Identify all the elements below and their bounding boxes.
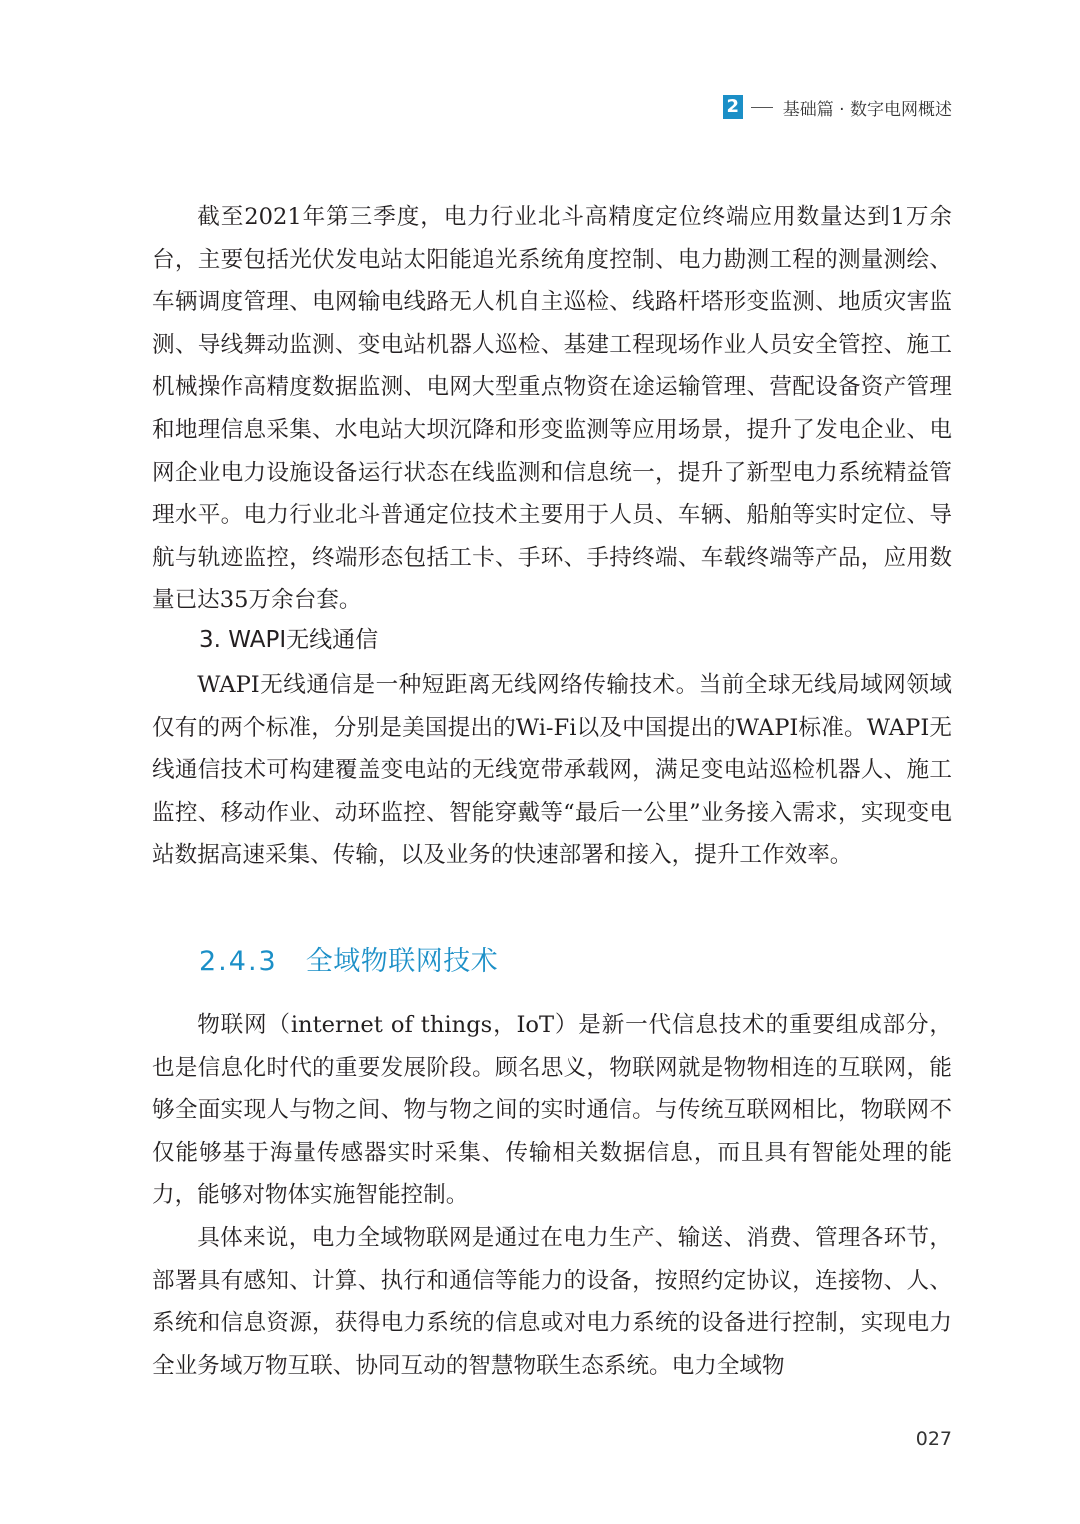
- page-number: 027: [915, 1428, 952, 1450]
- paragraph-iot-detail: 具体来说，电力全域物联网是通过在电力生产、输送、消费、管理各环节，部署具有感知、计算、执行和通信等能力的设备，按照约定协议，连接物、人、系统和信息资源，获得电力系统的信息或对电力系统的设备进行控制，实现电力全业务域万物互联、协同互动的智慧物联生态系统。电力全域物: [152, 1224, 952, 1379]
- iot-text-block: [152, 1004, 952, 1387]
- paragraph-beidou: 截至2021年第三季度，电力行业北斗高精度定位终端应用数量达到1万余台，主要包括光伏发电站太阳能追光系统角度控制、电力勘测工程的测量测绘、车辆调度管理、电网输电线路无人机自主巡检、线路杆塔形变监测、地质灾害监测、导线舞动监测、变电站机器人巡检、基建工程现场作业人员安全管控、施工机械操作高精度数据监测、电网大型重点物资在途运输管理、营配设备资产管理和地理信息采集、水电站大坝沉降和形变监测等应用场景，提升了发电企业、电网企业电力设施设备运行状态在线监测和信息统一，提升了新型电力系统精益管理水平。电力行业北斗普通定位技术主要用于人员、车辆、船舶等实时定位、导航与轨迹监控，终端形态包括工卡、手环、手持终端、车载终端等产品，应用数量已达35万余台套。: [152, 204, 952, 614]
- section-number: 2.4.3: [199, 946, 278, 977]
- beidou-text-block: [152, 196, 952, 622]
- subsection-heading-wapi: 3. WAPI无线通信: [199, 627, 379, 653]
- paragraph-iot-intro: 物联网（internet of things，IoT）是新一代信息技术的重要组成部分，也是信息化时代的重要发展阶段。顾名思义，物联网就是物物相连的互联网，能够全面实现人与物之间、物与物之间的实时通信。与传统互联网相比，物联网不仅能够基于海量传感器实时采集、传输相关数据信息，而且具有智能处理的能力，能够对物体实施智能控制。: [152, 1012, 952, 1209]
- section-title: 全域物联网技术: [305, 946, 499, 977]
- running-title: 基础篇 · 数字电网概述: [782, 99, 952, 120]
- paragraph-wapi: WAPI无线通信是一种短距离无线网络传输技术。当前全球无线局域网领域仅有的两个标准，分别是美国提出的Wi-Fi以及中国提出的WAPI标准。WAPI无线通信技术可构建覆盖变电站的无线宽带承载网，满足变电站巡检机器人、施工监控、移动作业、动环监控、智能穿戴等“最后一公里”业务接入需求，实现变电站数据高速采集、传输，以及业务的快速部署和接入，提升工作效率。: [152, 672, 952, 869]
- wapi-text-block: [152, 664, 952, 877]
- chapter-number-badge: 2: [723, 95, 743, 119]
- header-divider: [751, 107, 773, 108]
- section-heading-iot: [199, 940, 498, 984]
- running-header: [723, 94, 952, 120]
